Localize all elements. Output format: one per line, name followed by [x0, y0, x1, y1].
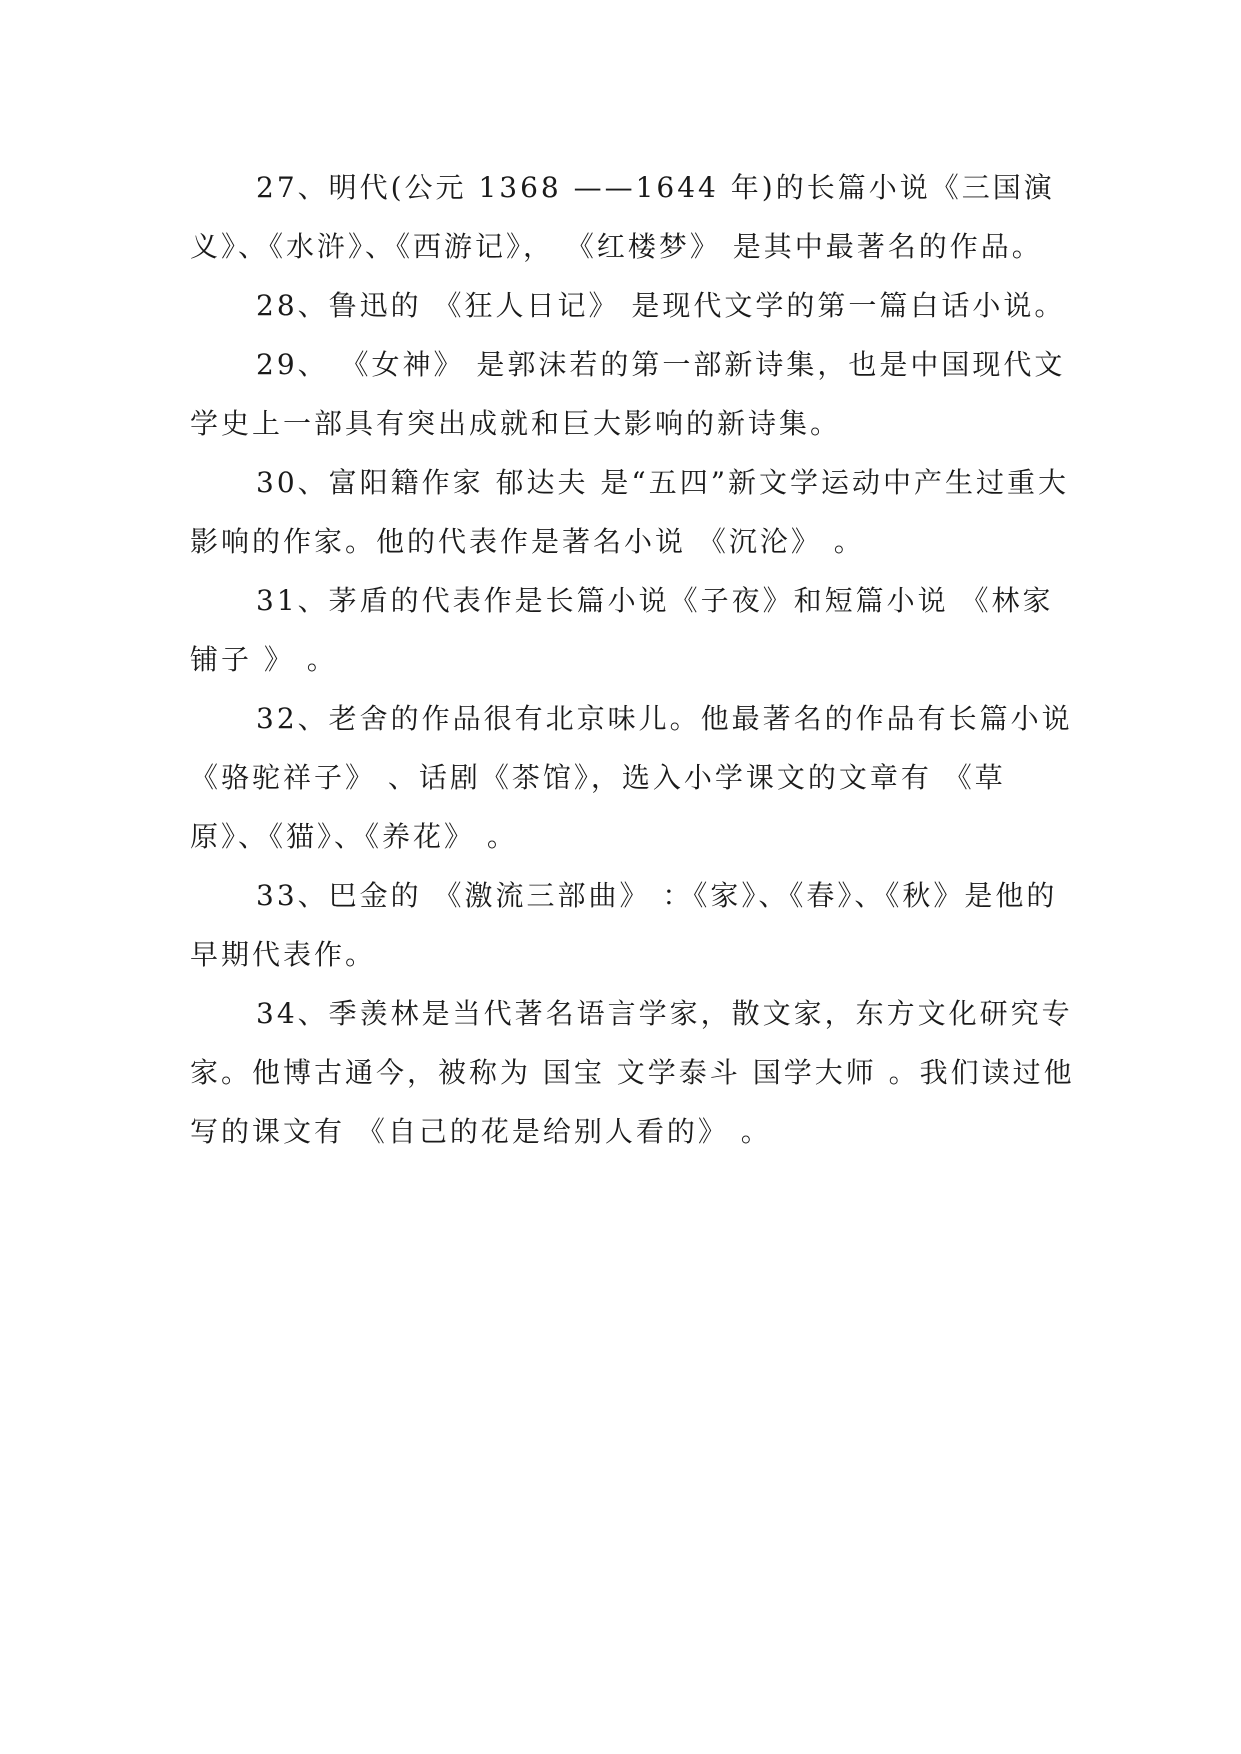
paragraph-32: 32、老舍的作品很有北京味儿。他最著名的作品有长篇小说 《骆驼祥子》 、话剧《茶馆》，选入小学课文的文章有 《草原》、《猫》、《养花》 。	[190, 702, 1085, 853]
paragraph-34: 34、季羡林是当代著名语言学家，散文家，东方文化研究专家。他博古通今，被称为 国宝 文学泰斗 国学大师 。我们读过他写的课文有 《自己的花是给别人看的》 。	[190, 997, 1075, 1148]
paragraph-28: 28、鲁迅的 《狂人日记》 是现代文学的第一篇白话小说。	[256, 289, 1066, 322]
paragraph-27: 27、明代(公元 1368 ——1644 年)的长篇小说《三国演义》、《水浒》、《西游记》， 《红楼梦》 是其中最著名的作品。	[190, 171, 1055, 263]
paragraph-31: 31、茅盾的代表作是长篇小说《子夜》和短篇小说 《林家铺子 》 。	[190, 584, 1054, 676]
paragraph-30: 30、富阳籍作家 郁达夫 是“五四”新文学运动中产生过重大影响的作家。他的代表作是著名小说 《沉沦》 。	[190, 466, 1070, 558]
paragraph-29: 29、 《女神》 是郭沫若的第一部新诗集，也是中国现代文学史上一部具有突出成就和巨大影响的新诗集。	[190, 348, 1066, 440]
document-body	[190, 158, 1085, 1161]
paragraph-33: 33、巴金的 《激流三部曲》 ：《家》、《春》、《秋》是他的早期代表作。	[190, 879, 1058, 971]
